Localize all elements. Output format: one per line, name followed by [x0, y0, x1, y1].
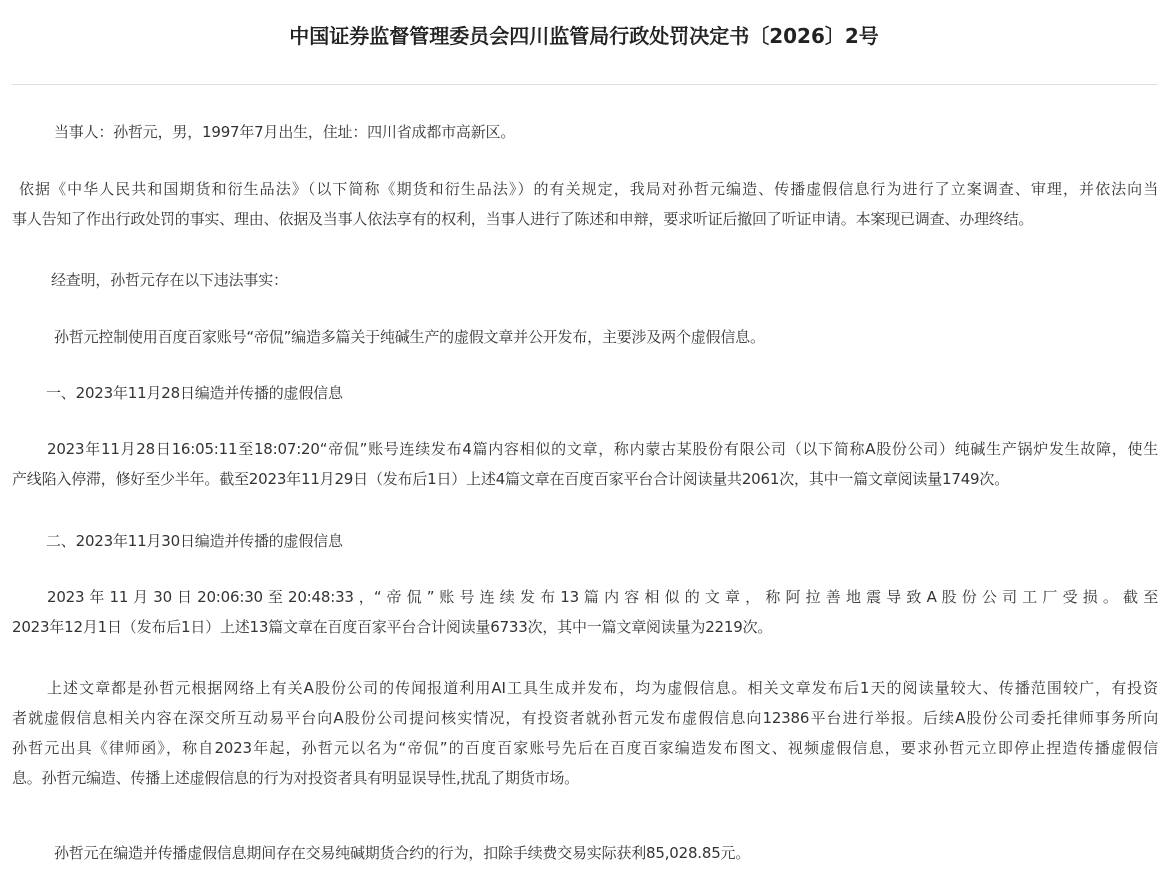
account-paragraph: 孙哲元控制使用百度百家账号“帝侃”编造多篇关于纯碱生产的虚假文章并公开发布，主要涉及两个虚假信息。 [54, 328, 765, 346]
legal-basis-line: 依据《中华人民共和国期货和衍生品法》（以下简称《期货和衍生品法》）的有关规定，我局对孙哲元编造、传播虚假信息行为进行了立案调查、审理，并依法向当 [19, 180, 1158, 198]
summary-paragraph [12, 673, 1158, 793]
section-two-line: 2023年12月1日（发布后1日）上述13篇文章在百度百家平台合计阅读量6733次，其中一篇文章阅读量为2219次。 [12, 618, 773, 636]
legal-basis-paragraph [12, 174, 1158, 234]
section-two-line: 2023 年 11 月 30 日 20:06:30 至 20:48:33 ，“ 帝 侃 ” 账 号 连 续 发 布 13 篇 内 容 相 似 的 文 章 ， 称 阿 拉 善 地 震 导 致 A 股 份 公 司 工 厂 受 损 。 截 至 [47, 588, 1158, 606]
summary-line: 上述文章都是孙哲元根据网络上有关A股份公司的传闻报道利用AI工具生成并发布，均为虚假信息。相关文章发布后1天的阅读量较大、传播范围较广，有投资 [47, 679, 1158, 697]
profit-paragraph: 孙哲元在编造并传播虚假信息期间存在交易纯碱期货合约的行为，扣除手续费交易实际获利85,028.85元。 [54, 844, 751, 862]
legal-basis-line: 事人告知了作出行政处罚的事实、理由、依据及当事人依法享有的权利，当事人进行了陈述和申辩，要求听证后撤回了听证申请。本案现已调查、办理终结。 [12, 210, 1034, 228]
section-one-heading: 一、2023年11月28日编造并传播的虚假信息 [46, 384, 343, 402]
section-one-line: 产线陷入停滞，修好至少半年。截至2023年11月29日（发布后1日）上述4篇文章在百度百家平台合计阅读量共2061次，其中一篇文章阅读量1749次。 [12, 470, 1009, 488]
summary-line: 孙哲元出具《律师函》，称自2023年起，孙哲元以名为“帝侃”的百度百家账号先后在百度百家编造发布图文、视频虚假信息，要求孙哲元立即停止捏造传播虚假信 [12, 739, 1158, 757]
document-title: 中国证券监督管理委员会四川监管局行政处罚决定书〔2026〕2号 [289, 24, 879, 48]
party-paragraph: 当事人：孙哲元，男，1997年7月出生，住址：四川省成都市高新区。 [54, 123, 516, 141]
title-divider [12, 84, 1158, 85]
summary-line: 者就虚假信息相关内容在深交所互动易平台向A股份公司提问核实情况，有投资者就孙哲元发布虚假信息向12386平台进行举报。后续A股份公司委托律师事务所向 [12, 709, 1158, 727]
summary-line: 息。孙哲元编造、传播上述虚假信息的行为对投资者具有明显误导性,扰乱了期货市场。 [12, 769, 579, 787]
section-one-body [12, 434, 1158, 494]
section-two-heading: 二、2023年11月30日编造并传播的虚假信息 [46, 532, 343, 550]
section-two-body [12, 582, 1158, 642]
section-one-line: 2023年11月28日16:05:11至18:07:20“帝侃”账号连续发布4篇内容相似的文章，称内蒙古某股份有限公司（以下简称A股份公司）纯碱生产锅炉发生故障，使生 [47, 440, 1158, 458]
findings-intro: 经查明，孙哲元存在以下违法事实： [51, 271, 288, 289]
